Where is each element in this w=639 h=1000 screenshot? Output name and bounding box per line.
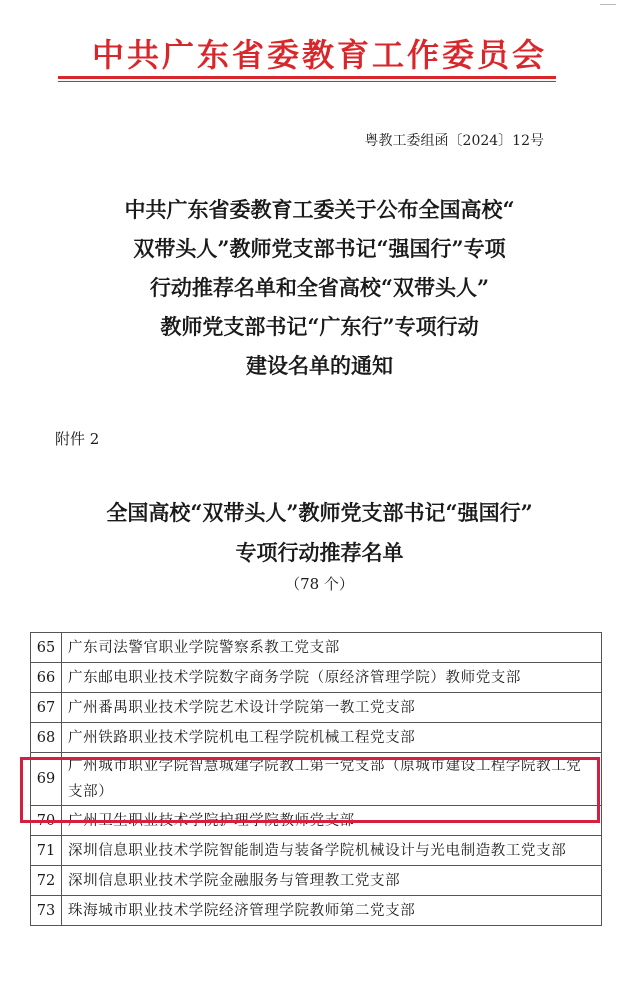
row-name: 广东司法警官职业学院警察系教工党支部 [62, 633, 602, 663]
highlight-box [20, 757, 600, 823]
table-row [31, 633, 602, 663]
row-name: 珠海城市职业技术学院经济管理学院教师第二党支部 [62, 896, 602, 926]
row-number: 67 [31, 693, 62, 723]
notice-title-line: 行动推荐名单和全省高校“双带头人” [149, 275, 490, 300]
row-name: 广州城市职业学院智慧城建学院教工第一党支部（原城市建设工程学院教工党支部） [62, 753, 602, 806]
table-row [31, 723, 602, 753]
red-rule-thin [58, 81, 556, 82]
row-number: 69 [31, 753, 62, 806]
document-number: 粤教工委组函〔2024〕12号 [364, 133, 544, 149]
list-title-line: 专项行动推荐名单 [235, 540, 404, 565]
row-name: 广州番禺职业技术学院艺术设计学院第一教工党支部 [62, 693, 602, 723]
notice-title [40, 190, 599, 385]
row-number: 70 [31, 806, 62, 836]
notice-title-line: 中共广东省委教育工委关于公布全国高校“ [124, 197, 515, 222]
row-name: 广州卫生职业技术学院护理学院教师党支部 [62, 806, 602, 836]
list-title [20, 493, 619, 573]
row-name: 广州铁路职业技术学院机电工程学院机械工程党支部 [62, 723, 602, 753]
table-row [31, 836, 602, 866]
table-row [31, 663, 602, 693]
notice-title-line: 双带头人”教师党支部书记“强国行”专项 [133, 236, 506, 261]
row-name: 广东邮电职业技术学院数字商务学院（原经济管理学院）教师党支部 [62, 663, 602, 693]
org-title: 中共广东省委教育工作委员会 [91, 36, 547, 74]
attachment-label: 附件 2 [55, 430, 100, 448]
row-name: 深圳信息职业技术学院金融服务与管理教工党支部 [62, 866, 602, 896]
red-rule-thick [58, 76, 556, 79]
count-text: （78 个） [285, 575, 354, 593]
row-number: 66 [31, 663, 62, 693]
table-row [31, 896, 602, 926]
row-name: 深圳信息职业技术学院智能制造与装备学院机械设计与光电制造教工党支部 [62, 836, 602, 866]
table-row [31, 866, 602, 896]
row-number: 73 [31, 896, 62, 926]
list-title-line: 全国高校“双带头人”教师党支部书记“强国行” [106, 500, 533, 525]
row-number: 72 [31, 866, 62, 896]
row-number: 71 [31, 836, 62, 866]
notice-title-line: 建设名单的通知 [246, 353, 393, 378]
notice-title-line: 教师党支部书记“广东行”专项行动 [160, 314, 479, 339]
table-row [31, 693, 602, 723]
row-number: 68 [31, 723, 62, 753]
corner-mark [600, 4, 616, 13]
row-number: 65 [31, 633, 62, 663]
